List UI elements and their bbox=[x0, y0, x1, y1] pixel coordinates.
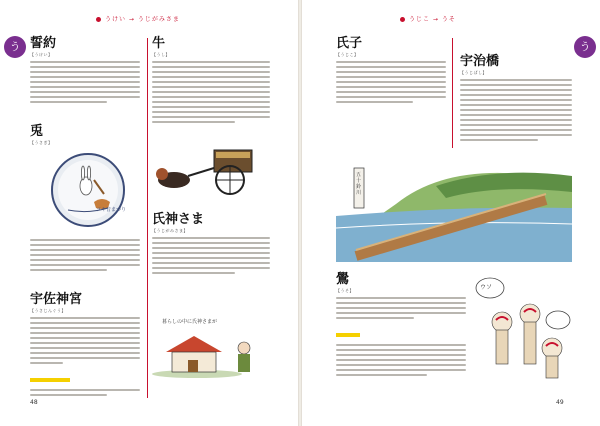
ox-cart-illustration bbox=[152, 140, 272, 200]
entry-reading: 【うじがみさま】 bbox=[152, 228, 188, 233]
running-head-left: うけい → うじがみさま bbox=[96, 14, 180, 23]
entry-reading: 【うじこ】 bbox=[336, 52, 359, 57]
entry-ujigami bbox=[152, 212, 270, 277]
entry-seiyaku bbox=[30, 36, 140, 106]
uji-bridge-illustration bbox=[336, 146, 572, 262]
shrine-house-icon bbox=[152, 318, 272, 378]
entry-body bbox=[336, 297, 466, 376]
bullet-icon bbox=[96, 17, 101, 22]
entry-ujiko bbox=[336, 36, 446, 106]
entry-body bbox=[460, 79, 572, 141]
village-shrine-illustration bbox=[152, 318, 272, 378]
highlight bbox=[336, 333, 360, 337]
entry-usa-jingu bbox=[30, 292, 140, 399]
entry-title: 牛 bbox=[152, 36, 166, 51]
bridge-landscape-icon bbox=[336, 146, 572, 262]
entry-reading: 【うそ】 bbox=[336, 288, 354, 293]
left-page bbox=[0, 0, 298, 426]
uso-dolls-illustration bbox=[472, 274, 572, 384]
index-tab-left[interactable]: う bbox=[4, 36, 26, 58]
entry-body bbox=[152, 61, 270, 123]
running-head-right: うじこ → うそ bbox=[400, 14, 456, 23]
bullet-icon bbox=[400, 17, 405, 22]
illustration-caption: 五十鈴川 bbox=[356, 172, 362, 196]
moon-rabbit-illustration bbox=[38, 150, 138, 230]
entry-title: 宇佐神宮 bbox=[30, 292, 83, 307]
column-divider bbox=[452, 38, 453, 148]
ox-cart-icon bbox=[152, 140, 272, 200]
entry-usagi-body bbox=[30, 236, 140, 274]
entry-title: 鷽 bbox=[336, 272, 350, 287]
column-divider bbox=[147, 38, 148, 398]
page-number-right: 49 bbox=[556, 399, 564, 406]
entry-reading: 【うけい】 bbox=[30, 52, 53, 57]
entry-uji-bashi bbox=[460, 54, 572, 144]
entry-reading: 【うさぎ】 bbox=[30, 140, 53, 145]
entry-ushi bbox=[152, 36, 270, 126]
illustration-caption: 暮らしの中に氏神さまが bbox=[162, 319, 218, 325]
entry-usagi bbox=[30, 124, 140, 149]
illustration-caption: ウソ bbox=[480, 284, 493, 291]
page-number-left: 48 bbox=[30, 399, 38, 406]
entry-body bbox=[152, 237, 270, 274]
rabbit-mochi-icon bbox=[38, 150, 138, 230]
entry-body bbox=[30, 317, 140, 396]
entry-reading: 【うし】 bbox=[152, 52, 170, 57]
entry-title: 誓約 bbox=[30, 36, 57, 51]
entry-title: 氏神さま bbox=[152, 212, 205, 227]
entry-reading: 【うじばし】 bbox=[460, 70, 487, 75]
entry-title: 兎 bbox=[30, 124, 44, 139]
illustration-caption: ツキ音まつり bbox=[96, 207, 127, 213]
right-page bbox=[302, 0, 600, 426]
index-tab-right[interactable]: う bbox=[574, 36, 596, 58]
entry-title: 氏子 bbox=[336, 36, 363, 51]
entry-title: 宇治橋 bbox=[460, 54, 500, 69]
entry-body bbox=[30, 61, 140, 103]
entry-uso bbox=[336, 272, 466, 379]
highlight bbox=[30, 378, 70, 382]
entry-body bbox=[336, 61, 446, 103]
entry-reading: 【うさじんぐう】 bbox=[30, 308, 66, 313]
